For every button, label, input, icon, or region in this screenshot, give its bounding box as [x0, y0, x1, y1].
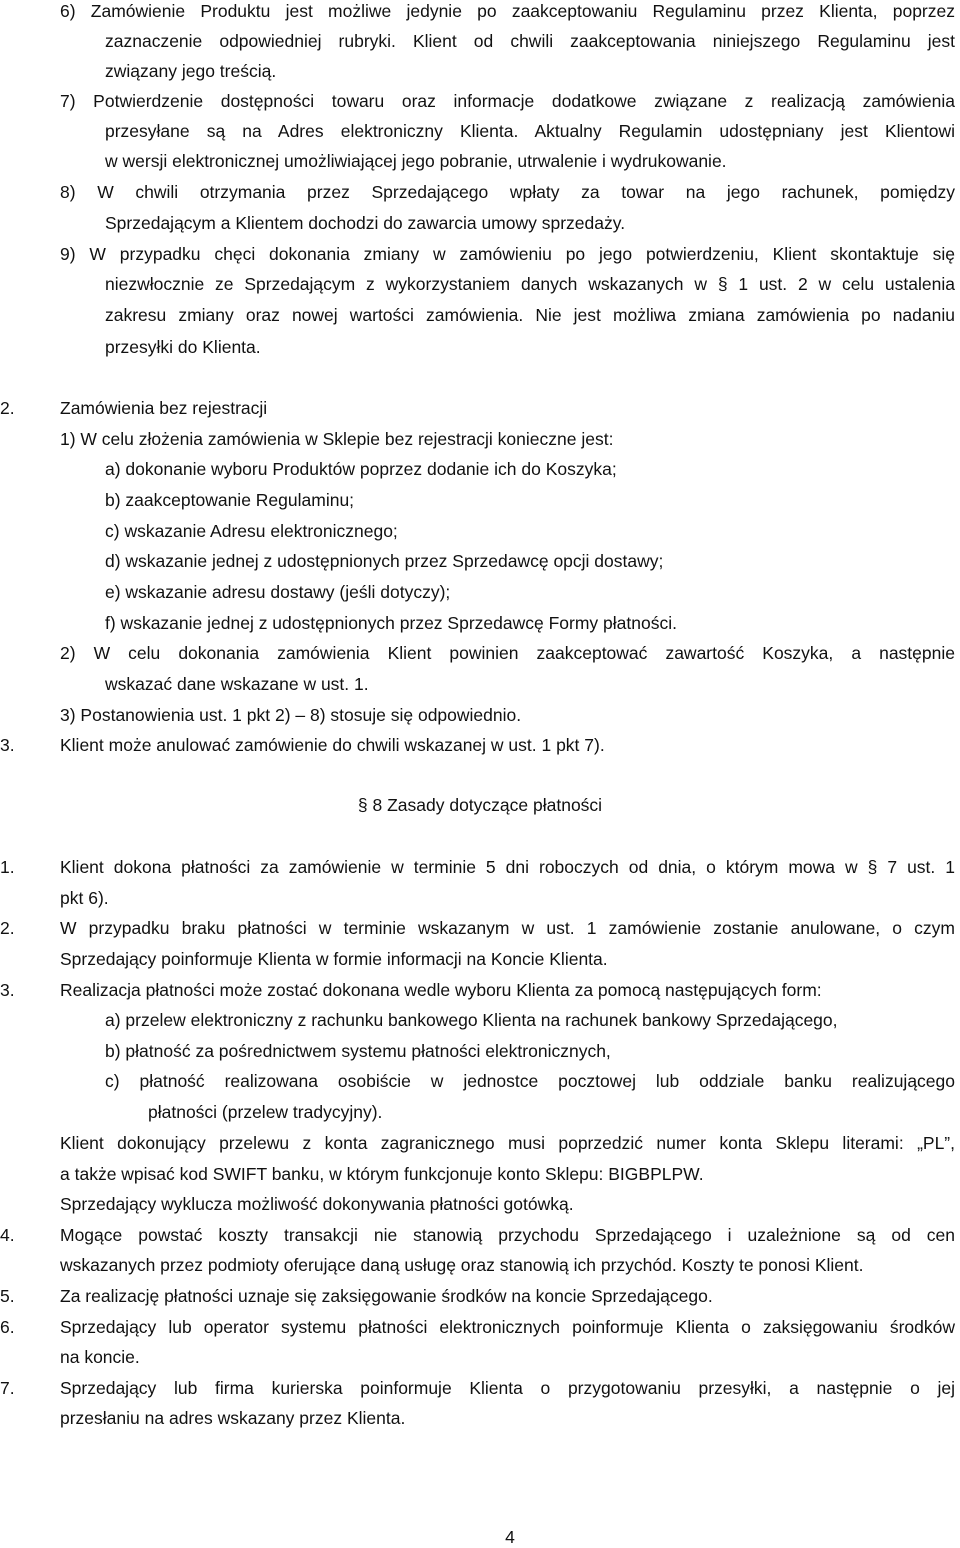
text-line: Mogące powstać koszty transakcji nie stanowią przychodu Sprzedającego i uzależnione są od cen — [60, 1225, 955, 1245]
text-line: Klient dokonujący przelewu z konta zagranicznego musi poprzedzić numer konta Sklepu literami: „PL”, — [60, 1133, 955, 1153]
text-line: przesyłki do Klienta. — [105, 337, 261, 357]
text-line: 6. — [0, 1317, 15, 1337]
text-line: c) płatność realizowana osobiście w jednostce pocztowej lub oddziale banku realizującego — [105, 1071, 955, 1091]
text-line: przesyłane są na Adres elektroniczny Klienta. Aktualny Regulamin udostępniany jest Klientowi — [105, 121, 955, 141]
text-line: Klient dokona płatności za zamówienie w terminie 5 dni roboczych od dnia, o którym mowa w § 7 ust. 1 — [60, 857, 955, 877]
text-line: Sprzedający lub firma kurierska poinformuje Klienta o przygotowaniu przesyłki, a następnie o jej — [60, 1378, 955, 1398]
text-line: W przypadku braku płatności w terminie wskazanym w ust. 1 zamówienie zostanie anulowane, o czym — [60, 918, 955, 938]
text-line: Klient może anulować zamówienie do chwili wskazanej w ust. 1 pkt 7). — [60, 735, 605, 755]
text-line: Sprzedającym a Klientem dochodzi do zawarcia umowy sprzedaży. — [105, 213, 626, 233]
text-line: niezwłocznie ze Sprzedającym z wykorzystaniem danych wskazanych w § 1 ust. 2 w celu ustalenia — [105, 274, 955, 294]
text-line: 2. — [0, 918, 15, 938]
text-line: 9) W przypadku chęci dokonania zmiany w zamówieniu po jego potwierdzeniu, Klient skontaktuje się — [60, 244, 955, 264]
text-line: a także wpisać kod SWIFT banku, w którym funkcjonuje konto Sklepu: BIGBPLPW. — [60, 1164, 704, 1184]
text-line: b) zaakceptowanie Regulaminu; — [105, 490, 355, 510]
text-line: Sprzedający wyklucza możliwość dokonywania płatności gotówką. — [60, 1194, 574, 1214]
text-line: zakresu zmiany oraz nowej wartości zamówienia. Nie jest możliwa zmiana zamówienia po nadaniu — [105, 305, 955, 325]
text-line: na koncie. — [60, 1347, 140, 1367]
text-line: 2. — [0, 398, 15, 418]
text-line: e) wskazanie adresu dostawy (jeśli dotyczy); — [105, 582, 451, 602]
text-line: Sprzedający poinformuje Klienta w formie informacji na Koncie Klienta. — [60, 949, 608, 969]
text-line: Zamówienia bez rejestracji — [60, 398, 268, 418]
page-number: 4 — [505, 1527, 515, 1547]
text-line: w wersji elektronicznej umożliwiającej jego pobranie, utrwalenie i wydrukowanie. — [105, 151, 727, 171]
text-line: przesłaniu na adres wskazany przez Klienta. — [60, 1408, 406, 1428]
text-line: 1. — [0, 857, 15, 877]
text-line: a) przelew elektroniczny z rachunku bankowego Klienta na rachunek bankowy Sprzedającego, — [105, 1010, 838, 1030]
text-line: związany jego treścią. — [105, 61, 277, 81]
text-line: 8) W chwili otrzymania przez Sprzedającego wpłaty za towar na jego rachunek, pomiędzy — [60, 182, 955, 202]
text-line: 1) W celu złożenia zamówienia w Sklepie bez rejestracji konieczne jest: — [60, 429, 614, 449]
text-line: wskazanych przez podmioty oferujące daną usługę oraz stanowią ich przychód. Koszty te ponosi Klient. — [60, 1255, 864, 1275]
text-line: Realizacja płatności może zostać dokonana wedle wyboru Klienta za pomocą następujących form: — [60, 980, 822, 1000]
text-line: Sprzedający lub operator systemu płatności elektronicznych poinformuje Klienta o zaksięgowaniu środków — [60, 1317, 955, 1337]
text-line: d) wskazanie jednej z udostępnionych przez Sprzedawcę opcji dostawy; — [105, 551, 664, 571]
text-line: f) wskazanie jednej z udostępnionych przez Sprzedawcę Formy płatności. — [105, 613, 677, 633]
text-line: zaznaczenie odpowiedniej rubryki. Klient od chwili zaakceptowania niniejszego Regulaminu jest — [105, 31, 955, 51]
text-line: b) płatność za pośrednictwem systemu płatności elektronicznych, — [105, 1041, 611, 1061]
text-line: pkt 6). — [60, 888, 109, 908]
text-line: 3. — [0, 980, 15, 1000]
text-line: 5. — [0, 1286, 15, 1306]
text-line: płatności (przelew tradycyjny). — [148, 1102, 383, 1122]
text-line: c) wskazanie Adresu elektronicznego; — [105, 521, 398, 541]
text-line: 3. — [0, 735, 15, 755]
text-line: 2) W celu dokonania zamówienia Klient powinien zaakceptować zawartość Koszyka, a następnie — [60, 643, 955, 663]
section-heading: § 8 Zasady dotyczące płatności — [357, 795, 603, 815]
text-line: 6) Zamówienie Produktu jest możliwe jedynie po zaakceptowaniu Regulaminu przez Klienta, poprzez — [60, 1, 955, 21]
text-line: a) dokonanie wyboru Produktów poprzez dodanie ich do Koszyka; — [105, 459, 617, 479]
text-line: 3) Postanowienia ust. 1 pkt 2) – 8) stosuje się odpowiednio. — [60, 705, 522, 725]
text-line: 4. — [0, 1225, 15, 1245]
text-line: Za realizację płatności uznaje się zaksięgowanie środków na koncie Sprzedającego. — [60, 1286, 713, 1306]
text-line: 7. — [0, 1378, 15, 1398]
text-line: 7) Potwierdzenie dostępności towaru oraz informacje dodatkowe związane z realizacją zamówienia — [60, 91, 955, 111]
text-line: wskazać dane wskazane w ust. 1. — [105, 674, 369, 694]
